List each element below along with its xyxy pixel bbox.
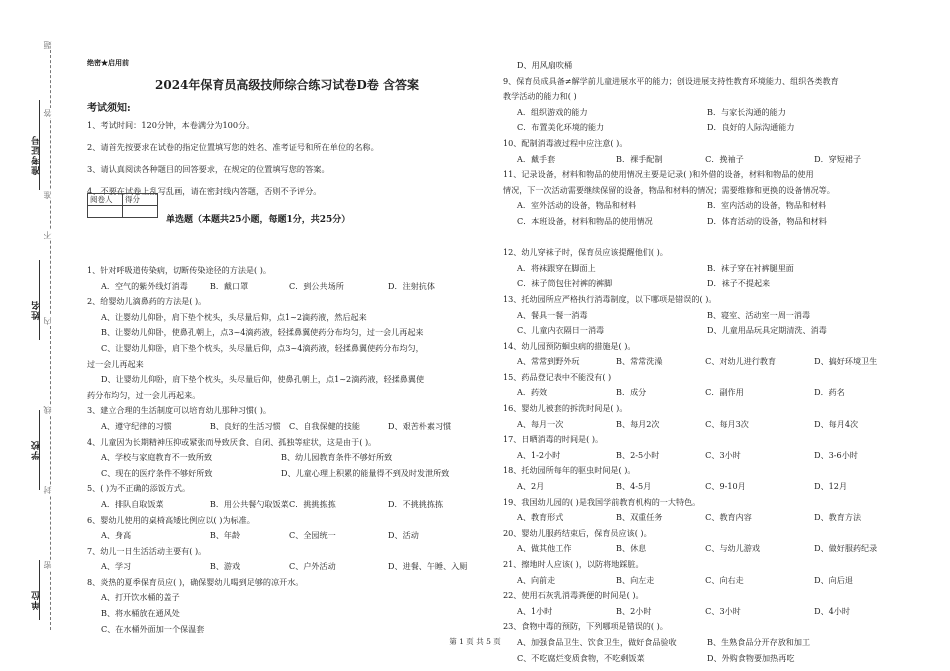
grader-label: 阅卷人 (88, 194, 123, 206)
answer-option: D、艰苦朴素习惯 (388, 420, 452, 431)
seal-char: 不 (43, 231, 52, 239)
question-text-continued: 过一会儿再起来 (87, 358, 144, 369)
answer-option: D．良好的人际沟通能力 (707, 122, 795, 133)
answer-option: B．用公共餐勺取饭菜 (209, 498, 289, 509)
answer-option-row (503, 541, 923, 557)
answer-option: D、进餐、午睡、入厕 (388, 561, 468, 572)
score-label: 得分 (123, 194, 158, 206)
answer-option: D、儿童用品玩具定期清洗、消毒 (707, 325, 827, 336)
answer-option: D、做好服药纪录 (814, 543, 878, 554)
answer-option: B、寝室、活动室一周一消毒 (707, 309, 811, 320)
answer-option: A、2月 (517, 481, 545, 492)
answer-option: A、做其他工作 (517, 543, 572, 554)
answer-option-row (87, 419, 487, 435)
answer-option: C、在水桶外面加一个保温套 (101, 623, 205, 634)
right-question-column (503, 58, 923, 666)
notice-item: 1、考试时间：120分钟，本卷满分为100分。 (87, 120, 255, 130)
answer-option: B、将水桶放在通风处 (101, 608, 180, 619)
answer-option: B．成分 (616, 387, 647, 398)
answer-option: B、双重任务 (616, 512, 663, 523)
seal-char: 内 (43, 317, 52, 325)
answer-option: C、对幼儿进行教育 (705, 356, 777, 367)
answer-option: A、向前走 (517, 574, 556, 585)
exam-number-label: 准考证号 (32, 135, 42, 175)
question-text: 21、擦地时人应该( )，以防将地踩脏。 (503, 559, 644, 569)
answer-option: B、休息 (616, 543, 647, 554)
exam-number-blank (39, 100, 40, 190)
answer-option-row (87, 450, 487, 466)
seal-dashed-line (50, 40, 51, 630)
question-text: 7、幼儿一日生活活动主要有( )。 (87, 545, 207, 556)
answer-option: B．与家长沟通的能力 (707, 106, 786, 117)
answer-option: B．裸手配制 (616, 153, 663, 164)
answer-option: D、12月 (814, 481, 848, 492)
answer-option: B、4-5月 (616, 481, 652, 492)
answer-option: A、身高 (101, 530, 132, 541)
answer-option: A、常常到野外玩 (517, 356, 580, 367)
answer-option: D、活动 (388, 530, 419, 541)
grader-cell (88, 206, 123, 218)
answer-option: D．袜子不提起来 (707, 278, 771, 289)
answer-option: A、打开饮水桶的盖子 (101, 592, 180, 603)
question-text: 3、建立合理的生活制度可以培育幼儿那种习惯( )。 (87, 405, 272, 416)
question-text: 19、我国幼儿园的( )是我国学前教育机构的一大特色。 (503, 496, 701, 507)
answer-option: C、儿童内衣隔日一消毒 (517, 325, 605, 336)
answer-option: A．室外活动的设备，物品和材料 (517, 200, 637, 211)
answer-option: C、3小时 (705, 449, 741, 460)
answer-option-row (503, 510, 923, 526)
answer-option: C、自我保健的技能 (289, 420, 360, 431)
answer-option: A、教育形式 (517, 512, 564, 523)
seal-char: 封 (43, 486, 52, 494)
answer-option-row (87, 528, 487, 544)
school-label: 学校 (32, 440, 42, 460)
answer-option-row (503, 385, 923, 401)
answer-option-row (503, 308, 923, 324)
question-text: 18、托幼园所每年的驱虫时间是( )。 (503, 465, 636, 476)
answer-option: B、向左走 (616, 574, 655, 585)
answer-option: A、学校与家庭教育不一致所致 (101, 452, 213, 463)
answer-option: B、游戏 (209, 561, 241, 572)
answer-option-row (503, 354, 923, 370)
answer-option: C、全园统一 (289, 530, 336, 541)
answer-option: D、3-6小时 (814, 449, 858, 460)
answer-option: B．戴口罩 (209, 280, 249, 291)
answer-option: A．戴手套 (517, 153, 556, 164)
answer-option: C、9-10月 (705, 481, 746, 492)
answer-option: C．布置美化环境的能力 (517, 122, 605, 133)
question-text: 11、记录设备，材料和物品的使用情况主要是记录( )和外借的设备，材料和物品的使用 (503, 169, 814, 180)
seal-char: 密 (43, 561, 52, 569)
left-question-column (87, 263, 487, 637)
answer-option: B．室内活动的设备，物品和材料 (707, 200, 827, 211)
answer-option-row (503, 261, 923, 277)
question-text: 1、针对呼吸道传染病，切断传染途径的方法是( )。 (87, 265, 272, 275)
answer-option: B、生熟食品分开存放和加工 (707, 636, 811, 647)
answer-option: D、搞好环境卫生 (814, 356, 878, 367)
answer-option-row (503, 573, 923, 589)
answer-option: C、向右走 (705, 574, 744, 585)
answer-option-row (503, 198, 923, 214)
notice-heading: 考试须知: (87, 103, 131, 114)
seal-char: 题 (43, 41, 52, 49)
answer-option: D、让婴幼儿仰卧，肩下垫个枕头，头尽量后仰，使鼻孔朝上，点1~2滴药液，轻揉鼻翼使 (101, 374, 425, 385)
answer-option: D、教育方法 (814, 512, 862, 523)
seal-char: 答 (43, 109, 52, 117)
school-blank (39, 410, 40, 490)
answer-option: C．挽袖子 (705, 153, 744, 164)
answer-option-row (503, 214, 923, 230)
answer-option: C．袜子筒包住衬裤的裤脚 (517, 278, 613, 289)
answer-option-row (503, 120, 923, 136)
answer-option: C、每月3次 (705, 418, 749, 429)
answer-option: C．本班设备，材料和物品的使用情况 (517, 215, 653, 226)
notice-list (87, 114, 487, 202)
page-footer: 第 1 页 共 5 页 (449, 637, 501, 646)
unit-label: 单位 (32, 590, 42, 610)
question-text: 10、配制消毒液过程中应注意( )。 (503, 137, 628, 148)
answer-option: D．体育活动的设备，物品和材料 (707, 215, 827, 226)
answer-option: B、年龄 (209, 530, 241, 541)
seal-char: 线 (43, 406, 52, 414)
answer-option: A、让婴幼儿仰卧，肩下垫个枕头，头尽量后仰，点1~2滴药液，然后起来 (101, 311, 367, 322)
answer-option-row (503, 323, 923, 339)
answer-option-row (503, 651, 923, 667)
spacer (503, 230, 923, 246)
question-text: 9、保育员成具备≠解学前儿童进展水平的能力；创设进展支持性教育环境能力、组织各类教育 (503, 75, 839, 86)
answer-option: D．注射抗体 (388, 280, 435, 291)
question-text: 14、幼儿园预防蛔虫病的措施是( )。 (503, 340, 636, 351)
question-text: 2、给婴幼儿滴鼻药的方法是( )。 (87, 296, 207, 307)
answer-option: A、1-2小时 (517, 449, 561, 460)
answer-option: D、用风扇吹桶 (517, 60, 573, 70)
question-text: 8、炎热的夏季保育员应( )，确保婴幼儿喝到足够的凉开水。 (87, 576, 304, 587)
section-title: 单选题（本题共25小题，每题1分，共25分） (166, 215, 351, 225)
answer-option: D、向后退 (814, 574, 853, 585)
answer-option: A．排队自取饭菜 (101, 498, 164, 509)
notice-item: 3、请认真阅读各种题目的回答要求，在规定的位置填写您的答案。 (87, 164, 330, 174)
answer-option: C、户外活动 (289, 561, 336, 572)
answer-option: D．药名 (814, 387, 845, 398)
answer-option-row (503, 105, 923, 121)
question-text: 6、婴幼儿使用的桌椅高矮比例应以( )为标准。 (87, 514, 255, 525)
answer-option: B、良好的生活习惯 (209, 420, 281, 431)
answer-option: C、3小时 (705, 605, 741, 616)
answer-option: A．将袜跟穿在脚面上 (517, 262, 596, 273)
question-text: 17、日晒消毒的时间是( )。 (503, 434, 604, 445)
answer-option: C．到公共场所 (289, 280, 344, 291)
answer-option: C、现在的医疗条件不够好所致 (101, 467, 213, 478)
answer-option: C、让婴幼儿仰卧，肩下垫个枕头，头尽量后仰，点3~4滴药液，轻揉鼻翼使药分布均匀， (101, 342, 424, 353)
question-text-continued: 情况，下一次活动需要继续保留的设备，物品和材料的情况；需要维修和更换的设备情况等。 (503, 184, 835, 195)
binding-margin (0, 40, 60, 630)
answer-option: B、常常洗澡 (616, 356, 663, 367)
score-cell (123, 206, 158, 218)
answer-option-row (87, 497, 487, 513)
answer-option: D、儿童心理上积累的能量得不到及时发泄所致 (281, 467, 450, 478)
answer-option: D、外购食物要加热再吃 (707, 652, 795, 663)
answer-option-row (87, 559, 487, 575)
answer-option: B、每月2次 (616, 418, 660, 429)
answer-option: D．不挑挑拣拣 (388, 498, 444, 509)
answer-option: C．副作用 (705, 387, 744, 398)
answer-option: A．组织游戏的能力 (517, 106, 588, 117)
answer-option: A、1小时 (517, 605, 553, 616)
answer-option: A、每月一次 (517, 418, 564, 429)
answer-option: D、4小时 (814, 605, 850, 616)
unit-blank (39, 560, 40, 620)
answer-option: A、加强食品卫生、饮食卫生，做好食品验收 (517, 636, 677, 647)
seal-char: 准 (43, 191, 52, 199)
answer-option: B、幼儿园教育条件不够好所致 (281, 452, 393, 463)
exam-title: 2024年保育员高级技师综合练习试卷D卷 含答案 (155, 78, 419, 92)
answer-option-row (503, 604, 923, 620)
question-text: 20、婴幼儿服药结束后，保育员应该( )。 (503, 527, 652, 538)
answer-option: D．穿短裙子 (814, 153, 862, 164)
question-text: 5、( )为不正确的添饭方式。 (87, 483, 191, 494)
answer-option: B、2小时 (616, 605, 652, 616)
answer-option: A、遵守纪律的习惯 (101, 420, 172, 431)
answer-option: C、不吃腐烂变质食物，不吃剩饭菜 (517, 652, 645, 663)
name-blank (39, 260, 40, 340)
answer-option: A．药效 (517, 387, 548, 398)
question-text: 16、婴幼儿被套的拆洗时间是( )。 (503, 403, 628, 414)
answer-option: A、餐具一餐一消毒 (517, 309, 588, 320)
notice-item: 2、请首先按要求在试卷的指定位置填写您的姓名、准考证号和所在单位的名称。 (87, 142, 379, 152)
answer-option: A、学习 (101, 561, 132, 572)
answer-option: C、与幼儿游戏 (705, 543, 760, 554)
question-text: 15、药品登记表中不能没有( ) (503, 371, 612, 382)
notice-item: 4、不要在试卷上乱写乱画，请在密封线内答题，否则不予评分。 (87, 186, 322, 196)
answer-option-row (503, 152, 923, 168)
answer-option: B、让婴幼儿仰卧，使鼻孔朝上，点3~4滴药液，轻揉鼻翼使药分布均匀，过一会儿再起来 (101, 327, 424, 338)
name-label: 姓名 (32, 300, 42, 320)
question-text: 23、食物中毒的预防，下列哪项是错误的( )。 (503, 621, 668, 632)
question-text: 13、托幼园所应严格执行消毒制度，以下哪项是错误的( )。 (503, 293, 717, 304)
question-text: 12、幼儿穿袜子时，保育员应该提醒他们( )。 (503, 247, 668, 258)
answer-option-row (503, 479, 923, 495)
confidential-tag: 绝密★启用前 (87, 58, 129, 67)
answer-option-row (503, 417, 923, 433)
answer-option-row (503, 276, 923, 292)
answer-option: A．空气的紫外线灯消毒 (101, 280, 188, 291)
question-text: 4、儿童因为长期精神压抑或紧张而导致厌食、自闭、孤独等症状，这是由于( )。 (87, 436, 377, 447)
answer-option: D、每月4次 (814, 418, 859, 429)
answer-option: C．挑挑拣拣 (289, 498, 336, 509)
question-text-continued: 药分布均匀，过一会儿再起来。 (87, 389, 201, 400)
answer-option: B．袜子穿在衬裤腿里面 (707, 262, 794, 273)
answer-option: B、2-5小时 (616, 449, 660, 460)
question-text-continued: 教学活动的能力和( ) (503, 91, 577, 102)
answer-option: C、教育内容 (705, 512, 752, 523)
answer-option-row (87, 279, 487, 295)
answer-option-row (503, 448, 923, 464)
grader-table (87, 193, 158, 218)
answer-option-row (87, 466, 487, 482)
question-text: 22、使用石灰乳消毒粪便的时间是( )。 (503, 590, 644, 601)
